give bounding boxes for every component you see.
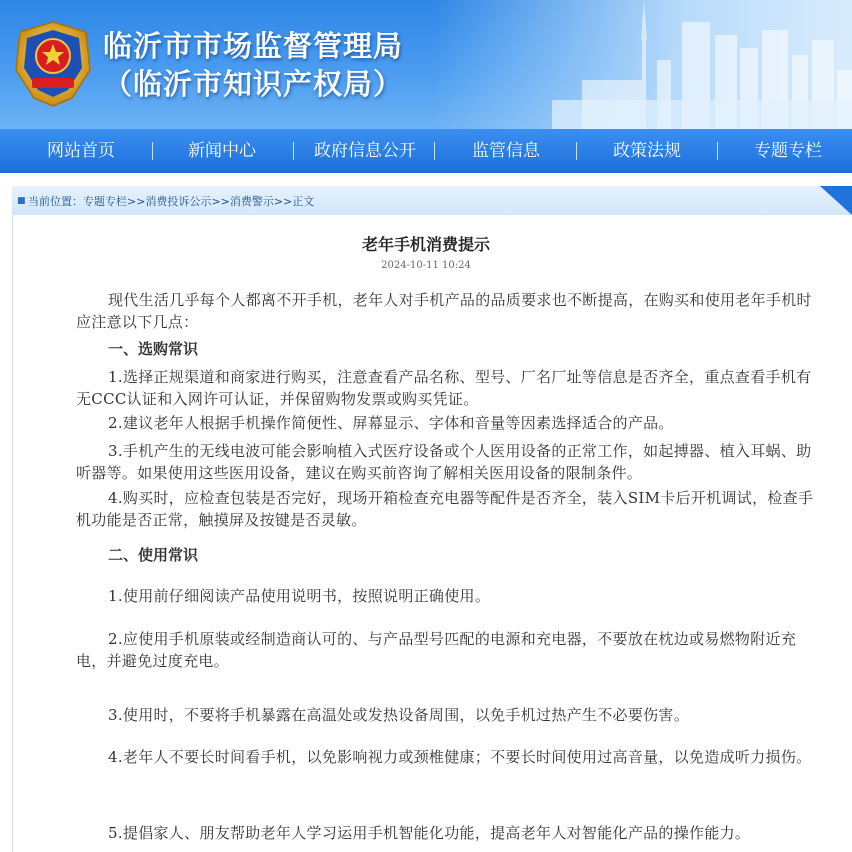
breadcrumb-item-current: 正文 bbox=[292, 195, 315, 208]
article-paragraph: 4.老年人不要长时间看手机，以免影响视力或颈椎健康；不要长时间使用过高音量，以免造成听力损伤。 bbox=[108, 748, 812, 766]
breadcrumb-item-complaints[interactable]: 消费投诉公示 bbox=[145, 195, 212, 208]
article-title: 老年手机消费提示 bbox=[361, 235, 490, 254]
breadcrumb-prefix: 当前位置： bbox=[28, 195, 83, 208]
breadcrumb-separator: >> bbox=[273, 195, 293, 208]
city-skyline-icon bbox=[432, 0, 852, 129]
nav-separator bbox=[576, 142, 577, 160]
article-intro: 现代生活几乎每个人都离不开手机，老年人对手机产品的品质要求也不断提高，在购买和使用老年手机时应注意以下几点： bbox=[76, 291, 812, 331]
breadcrumb-separator: >> bbox=[127, 195, 146, 208]
nav-separator bbox=[293, 142, 294, 160]
nav-separator bbox=[434, 142, 435, 160]
site-header bbox=[0, 0, 852, 129]
article-paragraph: 4.购买时，应检查包装是否完好，现场开箱检查充电器等配件是否齐全，装入SIM卡后开机调试，检查手机功能是否正常，触摸屏及按键是否灵敏。 bbox=[76, 489, 814, 529]
breadcrumb-item-topics[interactable]: 专题专栏 bbox=[83, 195, 127, 208]
nav-separator bbox=[717, 142, 718, 160]
section-heading-usage: 二、使用常识 bbox=[108, 546, 199, 564]
article-paragraph: 3.手机产生的无线电波可能会影响植入式医疗设备或个人医用设备的正常工作，如起搏器、植入耳蜗、助听器等。如果使用这些医用设备，建议在购买前咨询了解相关医用设备的限制条件。 bbox=[76, 442, 812, 482]
site-title: 临沂市市场监督管理局 bbox=[103, 29, 404, 63]
location-icon: ■ bbox=[17, 196, 26, 206]
article-paragraph: 5.提倡家人、朋友帮助老年人学习运用手机智能化功能，提高老年人对智能化产品的操作能力。 bbox=[108, 824, 751, 842]
nav-item-supervision[interactable]: 监管信息 bbox=[472, 141, 540, 161]
section-heading-purchase: 一、选购常识 bbox=[108, 340, 199, 358]
article-paragraph: 1.选择正规渠道和商家进行购买，注意查看产品名称、型号、厂名厂址等信息是否齐全，重点查看手机有无CCC认证和入网许可认证，并保留购物发票或购买凭证。 bbox=[76, 368, 812, 408]
breadcrumb-separator: >> bbox=[211, 195, 230, 208]
article-paragraph: 2.应使用手机原装或经制造商认可的、与产品型号匹配的电源和充电器，不要放在枕边或易燃物附近充电，并避免过度充电。 bbox=[76, 630, 797, 670]
article-paragraph: 3.使用时，不要将手机暴露在高温处或发热设备周围，以免手机过热产生不必要伤害。 bbox=[108, 706, 690, 724]
main-nav bbox=[0, 129, 852, 173]
nav-item-gov-info[interactable]: 政府信息公开 bbox=[314, 141, 416, 161]
nav-separator bbox=[152, 142, 153, 160]
nav-item-topics[interactable]: 专题专栏 bbox=[754, 141, 822, 161]
nav-item-policies[interactable]: 政策法规 bbox=[613, 141, 681, 161]
article-date: 2024-10-11 10:24 bbox=[381, 260, 471, 271]
nav-item-news[interactable]: 新闻中心 bbox=[188, 141, 256, 161]
breadcrumb bbox=[12, 186, 852, 215]
article-paragraph: 2.建议老年人根据手机操作简便性、屏幕显示、字体和音量等因素选择适合的产品。 bbox=[108, 414, 674, 432]
site-subtitle: （临沂市知识产权局） bbox=[103, 67, 404, 101]
nav-item-home[interactable]: 网站首页 bbox=[47, 141, 115, 161]
breadcrumb-item-warnings[interactable]: 消费警示 bbox=[229, 195, 274, 208]
article-paragraph: 1.使用前仔细阅读产品使用说明书，按照说明正确使用。 bbox=[108, 587, 491, 605]
market-supervision-emblem-icon bbox=[12, 20, 94, 108]
